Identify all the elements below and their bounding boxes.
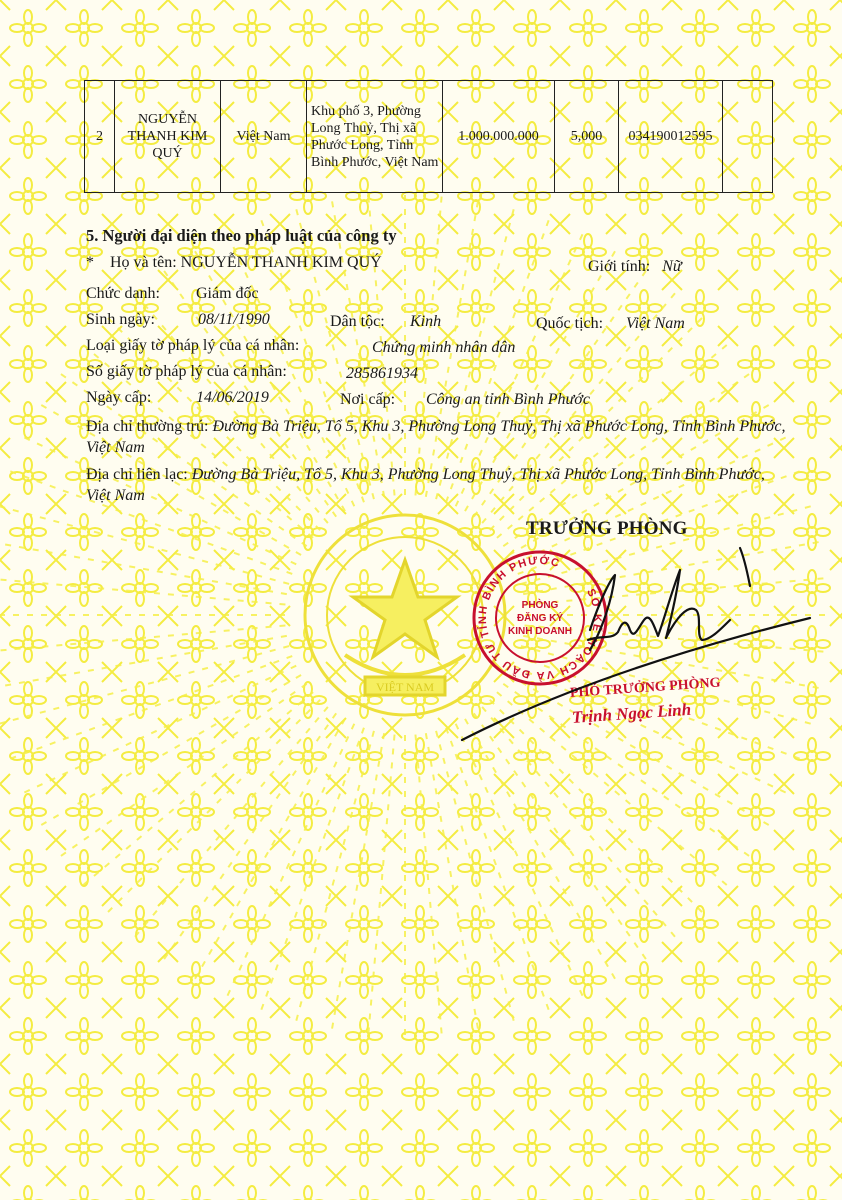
dob-value: 08/11/1990	[198, 311, 270, 328]
contact-address	[86, 464, 786, 506]
dob-label: Sinh ngày:	[86, 311, 155, 328]
bullet: *	[86, 254, 94, 271]
issue-place-label: Nơi cấp:	[340, 391, 396, 408]
doc-no-label: Số giấy tờ pháp lý của cá nhân:	[86, 363, 287, 380]
official-seal	[470, 548, 610, 688]
row-number: 2	[85, 81, 115, 193]
seal-ring-text: SỞ KẾ HOẠCH VÀ ĐẦU TƯ TỈNH BÌNH PHƯỚC	[476, 554, 604, 682]
issue-place-value: Công an tỉnh Bình Phước	[426, 391, 590, 408]
nationality-label: Quốc tịch:	[536, 315, 604, 332]
shareholder-name: NGUYỄN THANH KIM QUÝ	[115, 81, 221, 193]
doc-no-value: 285861934	[346, 365, 418, 382]
deputy-name: Trịnh Ngọc Linh	[571, 699, 692, 727]
shareholder-ratio: 5,000	[555, 81, 619, 193]
table-row	[85, 81, 773, 193]
contact-addr-label: Địa chỉ liên lạc:	[86, 466, 188, 483]
gender-label: Giới tính:	[588, 258, 651, 275]
perm-addr-value: Đường Bà Triệu, Tổ 5, Khu 3, Phường Long Thuỷ, Thị xã Phước Long, Tỉnh Bình Phước, Việt Nam	[86, 418, 786, 456]
emblem-text: VIỆT NAM	[375, 680, 435, 694]
contact-addr-value: Đường Bà Triệu, Tổ 5, Khu 3, Phường Long Thuỷ, Thị xã Phước Long, Tỉnh Bình Phước, Việt Nam	[86, 466, 765, 504]
doc-type-label: Loại giấy tờ pháp lý của cá nhân:	[86, 337, 300, 354]
shareholder-table	[84, 80, 773, 193]
gender-line	[588, 258, 682, 276]
seal-center-3: KINH DOANH	[508, 626, 572, 637]
name-label: Họ và tên:	[110, 254, 177, 271]
seal-center-1: PHÒNG	[521, 600, 559, 611]
ethnicity-value: Kinh	[410, 313, 442, 330]
ethnicity-label: Dân tộc:	[330, 313, 385, 330]
shareholder-nationality: Việt Nam	[221, 81, 307, 193]
name-value: NGUYỄN THANH KIM QUÝ	[180, 254, 382, 271]
section-title: 5. Người đại diện theo pháp luật của công ty	[86, 226, 397, 245]
issue-date-value: 14/06/2019	[196, 389, 269, 406]
empty-cell	[723, 81, 773, 193]
shareholder-id-number: 034190012595	[619, 81, 723, 193]
perm-addr-label: Địa chỉ thường trú:	[86, 418, 209, 435]
issue-date-label: Ngày cấp:	[86, 389, 152, 406]
signature-title: TRƯỞNG PHÒNG	[526, 518, 688, 539]
title-label: Chức danh:	[86, 285, 160, 302]
name-line	[86, 254, 382, 272]
shareholder-capital: 1.000.000.000	[443, 81, 555, 193]
title-value: Giám đốc	[196, 285, 259, 302]
permanent-address	[86, 416, 786, 458]
shareholder-address: Khu phố 3, Phường Long Thuỷ, Thị xã Phước Long, Tỉnh Bình Phước, Việt Nam	[307, 81, 443, 193]
seal-center-2: ĐĂNG KÝ	[516, 613, 564, 624]
gender-value: Nữ	[662, 258, 682, 275]
deputy-title: PHÓ TRƯỞNG PHÒNG	[569, 675, 722, 701]
doc-type-value: Chứng minh nhân dân	[372, 339, 516, 356]
nationality-value: Việt Nam	[626, 315, 685, 332]
